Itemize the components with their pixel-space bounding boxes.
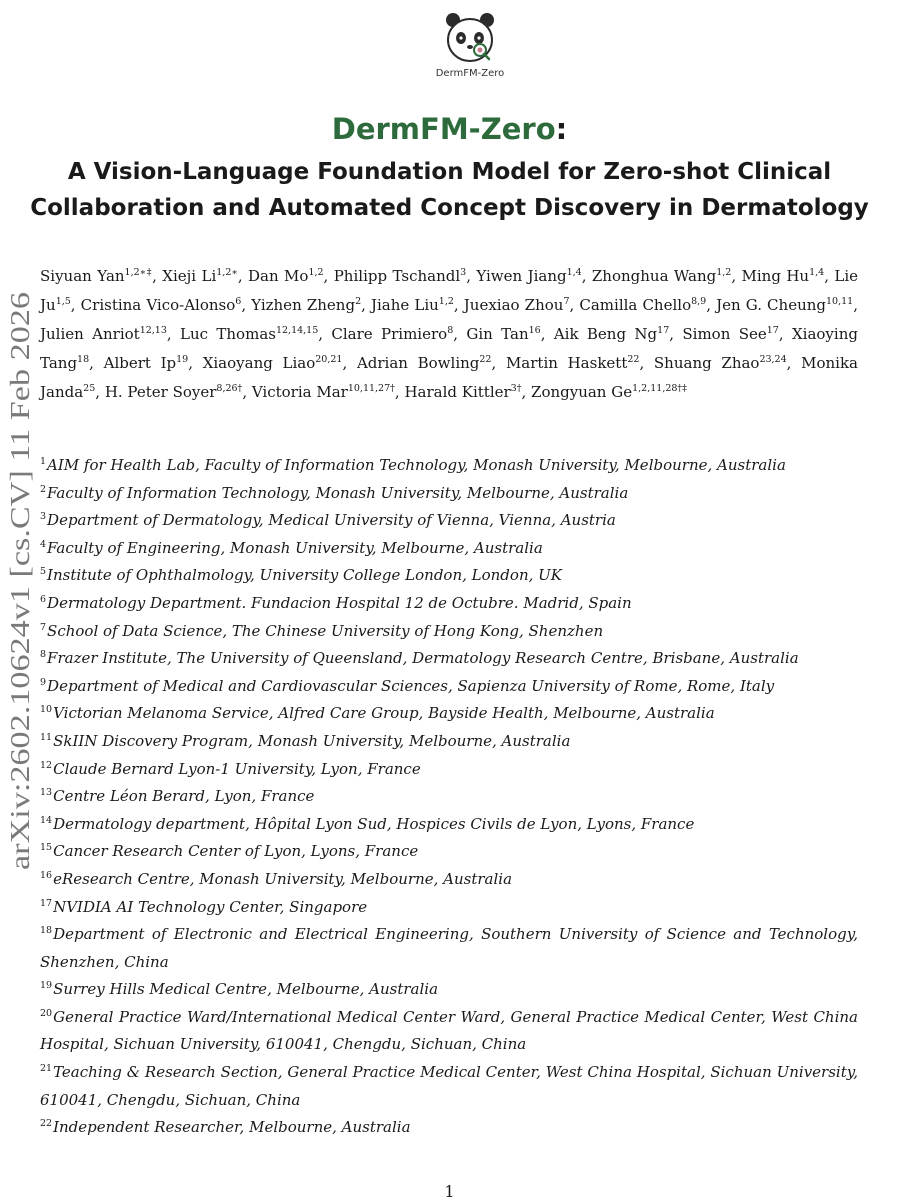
affiliation-item <box>40 480 858 508</box>
author-name: H. Peter Soyer <box>104 383 217 401</box>
author <box>40 267 162 285</box>
affiliation-item <box>40 921 858 976</box>
author-name: Xiaoyang Liao <box>202 354 316 372</box>
author-name: Julien Anriot <box>40 325 140 343</box>
author-separator: , <box>491 354 506 372</box>
author-separator: , <box>853 296 858 314</box>
affiliation-text: General Practice Ward/International Medical Center Ward, General Practice Medical Center, West China Hospital, Sichuan University, 610041, Chengdu, Sichuan, China <box>40 1007 858 1054</box>
author-affil-marks: 22 <box>479 354 492 365</box>
author-affil-marks: 1,2,11,28†‡ <box>632 383 687 394</box>
author <box>554 325 683 343</box>
author-separator: , <box>361 296 371 314</box>
author-separator: , <box>70 296 81 314</box>
affiliation-item <box>40 562 858 590</box>
affiliation-number: 13 <box>40 787 53 799</box>
author-affil-marks: 12,14,15 <box>275 325 319 336</box>
author <box>531 383 687 401</box>
author-affil-marks: 1,4 <box>809 267 825 278</box>
author-affil-marks: 6 <box>235 296 242 307</box>
arxiv-id-text: arXiv:2602.10624v1 [cs.CV] 11 Feb 2026 <box>5 413 35 870</box>
affiliation-text: Centre Léon Berard, Lyon, France <box>53 787 315 806</box>
author-separator: , <box>540 325 554 343</box>
affiliation-number: 8 <box>40 649 47 661</box>
affiliation-number: 19 <box>40 980 53 992</box>
author-name: Siyuan Yan <box>40 267 125 285</box>
author-separator: , <box>89 354 104 372</box>
author <box>716 296 858 314</box>
author <box>40 325 180 343</box>
author-affil-marks: 23,24 <box>759 354 787 365</box>
affiliation-text: Faculty of Engineering, Monash University, Melbourne, Australia <box>47 538 543 557</box>
affiliation-number: 10 <box>40 704 53 716</box>
affiliation-text: School of Data Science, The Chinese University of Hong Kong, Shenzhen <box>47 621 604 640</box>
affiliation-item <box>40 866 858 894</box>
affiliation-number: 7 <box>40 621 47 633</box>
affiliation-text: Faculty of Information Technology, Monash University, Melbourne, Australia <box>47 483 629 502</box>
author-name: Philipp Tschandl <box>333 267 461 285</box>
author-affil-marks: 1,5 <box>55 296 71 307</box>
author-affil-marks: 18 <box>77 354 90 365</box>
affiliation-text: AIM for Health Lab, Faculty of Information Technology, Monash University, Melbourne, Australia <box>47 456 786 474</box>
author-name: Adrian Bowling <box>356 354 480 372</box>
author <box>162 267 248 285</box>
author-name: Ming Hu <box>741 267 810 285</box>
affiliation-text: NVIDIA AI Technology Center, Singapore <box>53 897 368 916</box>
author-affil-marks: 8,26† <box>216 383 243 394</box>
author <box>506 354 654 372</box>
author-separator: , <box>95 383 105 401</box>
author-affil-marks: 16 <box>528 325 541 336</box>
author-name: Lie Ju <box>40 267 858 314</box>
author-separator: , <box>188 354 203 372</box>
author <box>203 354 357 372</box>
author <box>104 354 203 372</box>
author <box>466 325 553 343</box>
author-affil-marks: 22 <box>627 354 640 365</box>
author-name: Xiaoying Tang <box>40 325 858 372</box>
affiliation-text: Frazer Institute, The University of Queensland, Dermatology Research Centre, Brisbane, Australia <box>47 649 799 668</box>
arxiv-stamp-svg <box>1 290 41 870</box>
author-affil-marks: 10,11 <box>826 296 854 307</box>
author-affil-marks: 2 <box>355 296 362 307</box>
author-affil-marks: 1,4 <box>566 267 582 278</box>
author-name: Monika Janda <box>40 354 859 401</box>
affiliation-number: 18 <box>40 925 53 937</box>
author-separator: , <box>453 325 467 343</box>
author <box>334 267 477 285</box>
author <box>579 296 716 314</box>
author-affil-marks: 17 <box>657 325 670 336</box>
affiliation-text: Claude Bernard Lyon-1 University, Lyon, France <box>53 759 421 778</box>
author-name: Harald Kittler <box>404 383 511 401</box>
author <box>331 325 466 343</box>
author-affil-marks: 10,11,27† <box>347 383 395 394</box>
affiliation-number: 11 <box>40 731 53 743</box>
author-name: Martin Haskett <box>505 354 628 372</box>
author <box>248 267 334 285</box>
author-name: Jen G. Cheung <box>716 296 827 314</box>
arxiv-sidebar-stamp <box>1 290 41 870</box>
title-colon: : <box>555 112 568 146</box>
affiliation-text: Department of Electronic and Electrical Engineering, Southern University of Science and Technology, Shenzhen, China <box>40 925 858 971</box>
author-separator: , <box>241 296 252 314</box>
author-separator: , <box>242 383 252 401</box>
subtitle-line: Collaboration and Automated Concept Discovery in Dermatology <box>30 195 869 221</box>
affiliation-item <box>40 1004 858 1059</box>
affiliation-number: 16 <box>40 869 53 881</box>
author-separator: , <box>394 383 405 401</box>
affiliation-number: 22 <box>40 1118 53 1130</box>
affiliation-text: Department of Medical and Cardiovascular Sciences, Sapienza University of Rome, Rome, Italy <box>47 676 775 695</box>
project-logo <box>420 10 520 90</box>
author-name: Zhonghua Wang <box>591 267 717 285</box>
author-separator: , <box>569 296 580 314</box>
author-affil-marks: 3† <box>510 383 522 394</box>
author-name: Yizhen Zheng <box>251 296 356 314</box>
affiliation-number: 9 <box>40 676 47 688</box>
author-separator: , <box>323 267 334 285</box>
affiliation-item <box>40 452 858 480</box>
author-separator: , <box>669 325 683 343</box>
affiliation-item <box>40 673 858 701</box>
author-separator: , <box>237 267 249 285</box>
author <box>357 354 506 372</box>
subtitle-line: A Vision-Language Foundation Model for Zero-shot Clinical <box>67 159 832 185</box>
author <box>81 296 252 314</box>
author-separator: , <box>639 354 654 372</box>
author-separator: , <box>706 296 717 314</box>
author-name: Aik Beng Ng <box>553 325 658 343</box>
author <box>592 267 742 285</box>
author <box>464 296 580 314</box>
author-separator: , <box>152 267 163 285</box>
affiliation-item <box>40 645 858 673</box>
author-affil-marks: 1,2 <box>716 267 732 278</box>
affiliation-item <box>40 976 858 1004</box>
affiliation-text: Cancer Research Center of Lyon, Lyons, France <box>53 842 419 861</box>
author <box>742 267 835 285</box>
author-separator: , <box>778 325 792 343</box>
affiliation-number: 14 <box>40 814 53 826</box>
author-separator: , <box>342 354 357 372</box>
affiliation-list <box>40 452 858 1142</box>
affiliation-text: Victorian Melanoma Service, Alfred Care Group, Bayside Health, Melbourne, Australia <box>53 704 715 723</box>
author-affil-marks: 8 <box>447 325 454 336</box>
page-number: 1 <box>444 1182 455 1201</box>
author-affil-marks: 1,2 <box>308 267 324 278</box>
author-affil-marks: 20,21 <box>315 354 343 365</box>
author <box>251 296 371 314</box>
author <box>252 383 405 401</box>
paper-title <box>0 112 899 146</box>
author-separator: , <box>581 267 592 285</box>
affiliation-number: 2 <box>40 483 47 495</box>
author-affil-marks: 25 <box>83 383 96 394</box>
author-name: Yiwen Jiang <box>476 267 567 285</box>
author-affil-marks: 1,2 <box>438 296 454 307</box>
author-name: Juexiao Zhou <box>463 296 564 314</box>
affiliation-number: 4 <box>40 538 47 550</box>
affiliation-text: eResearch Centre, Monash University, Melbourne, Australia <box>53 869 513 888</box>
affiliation-text: Teaching & Research Section, General Practice Medical Center, West China Hospital, Sichuan University, 610041, Chengdu, Sichuan, China <box>40 1063 858 1109</box>
paper-subtitle <box>30 154 869 226</box>
affiliation-number: 5 <box>40 566 47 578</box>
author-separator: , <box>824 267 835 285</box>
author-name: Dan Mo <box>248 267 309 285</box>
affiliation-text: Surrey Hills Medical Centre, Melbourne, Australia <box>53 980 439 999</box>
affiliation-number: 15 <box>40 842 53 854</box>
author-separator: , <box>453 296 464 314</box>
author-name: Shuang Zhao <box>653 354 760 372</box>
affiliation-item <box>40 618 858 646</box>
author-name: Albert Ip <box>103 354 177 372</box>
affiliation-number: 17 <box>40 897 53 909</box>
author <box>180 325 331 343</box>
affiliation-number: 20 <box>40 1007 53 1019</box>
author-separator: , <box>521 383 532 401</box>
author-affil-marks: 7 <box>563 296 570 307</box>
author-affil-marks: 1,2∗ <box>216 267 238 278</box>
affiliation-number: 12 <box>40 759 53 771</box>
author-name: Cristina Vico-Alonso <box>80 296 236 314</box>
author-separator: , <box>318 325 332 343</box>
author-affil-marks: 8,9 <box>691 296 707 307</box>
affiliation-item <box>40 811 858 839</box>
affiliation-text: Dermatology department, Hôpital Lyon Sud, Hospices Civils de Lyon, Lyons, France <box>53 814 695 833</box>
author-list <box>40 262 858 407</box>
affiliation-item <box>40 838 858 866</box>
author <box>682 325 792 343</box>
author <box>105 383 252 401</box>
author-affil-marks: 19 <box>176 354 189 365</box>
affiliation-number: 3 <box>40 511 47 523</box>
affiliation-number: 1 <box>40 456 47 467</box>
affiliation-item <box>40 535 858 563</box>
affiliation-number: 6 <box>40 593 47 605</box>
author <box>371 296 464 314</box>
author-affil-marks: 12,13 <box>139 325 167 336</box>
author-separator: , <box>786 354 802 372</box>
model-name: DermFM-Zero <box>331 112 556 146</box>
affiliation-item <box>40 728 858 756</box>
author-affil-marks: 3 <box>460 267 467 278</box>
author <box>476 267 592 285</box>
author-name: Clare Primiero <box>331 325 448 343</box>
author-name: Victoria Mar <box>251 383 348 401</box>
affiliation-text: Independent Researcher, Melbourne, Australia <box>53 1118 411 1137</box>
affiliation-item <box>40 783 858 811</box>
author-separator: , <box>466 267 477 285</box>
logo-caption: DermFM-Zero <box>435 68 505 79</box>
author-name: Gin Tan <box>466 325 529 343</box>
affiliation-item <box>40 590 858 618</box>
affiliation-text: Department of Dermatology, Medical University of Vienna, Vienna, Austria <box>47 511 616 530</box>
affiliation-text: Dermatology Department. Fundacion Hospital 12 de Octubre. Madrid, Spain <box>47 593 632 612</box>
author-name: Simon See <box>682 325 767 343</box>
author-affil-marks: 17 <box>766 325 779 336</box>
author-name: Zongyuan Ge <box>531 383 633 401</box>
affiliation-text: SkIIN Discovery Program, Monash University, Melbourne, Australia <box>53 731 571 750</box>
affiliation-item <box>40 1059 858 1114</box>
author-name: Jiahe Liu <box>370 296 439 314</box>
affiliation-item <box>40 1114 858 1142</box>
author-separator: , <box>731 267 742 285</box>
author <box>404 383 531 401</box>
author-affil-marks: 1,2∗‡ <box>124 267 153 278</box>
author-separator: , <box>166 325 181 343</box>
panda-logo-icon <box>438 10 502 66</box>
author-name: Camilla Chello <box>579 296 692 314</box>
affiliation-item <box>40 507 858 535</box>
affiliation-item <box>40 894 858 922</box>
affiliation-number: 21 <box>40 1063 53 1075</box>
author-name: Luc Thomas <box>180 325 276 343</box>
affiliation-text: Institute of Ophthalmology, University College London, London, UK <box>47 566 562 585</box>
affiliation-item <box>40 700 858 728</box>
author-name: Xieji Li <box>162 267 217 285</box>
author <box>654 354 801 372</box>
affiliation-item <box>40 756 858 784</box>
